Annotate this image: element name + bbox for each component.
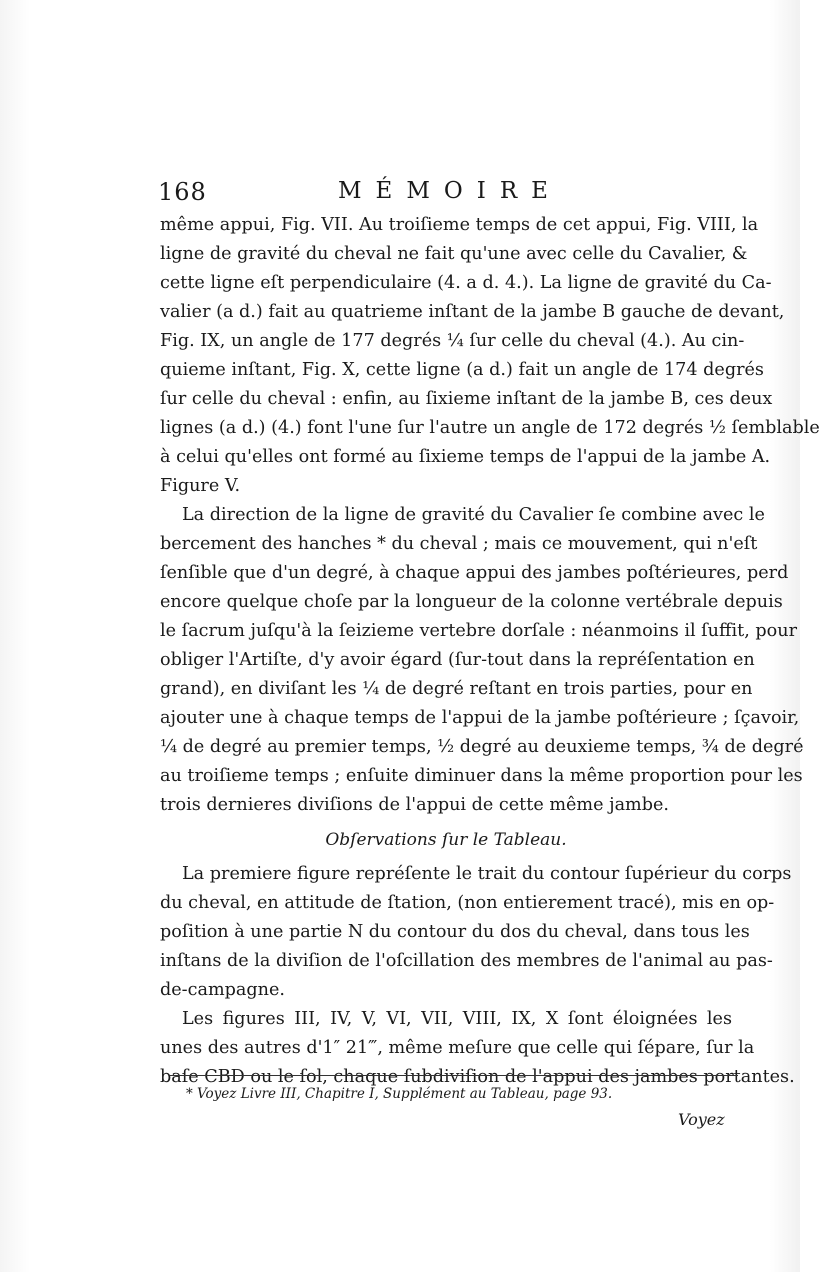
text-line: lignes (a d.) (4.) font l'une ſur l'autre un angle de 172 degrés ½ ſemblable [160, 418, 820, 438]
text-line: La premiere figure repréſente le trait du contour ſupérieur du corps [182, 864, 792, 884]
running-title: MÉMOIRE [338, 178, 562, 204]
text-line: trois dernieres diviſions de l'appui de cette même jambe. [160, 795, 670, 815]
text-line: unes des autres d'1″ 21‴, même meſure que celle qui ſépare, ſur la [160, 1038, 755, 1058]
footnote: * Voyez Livre III, Chapitre I, Supplément au Tableau, page 93. [186, 1086, 613, 1102]
text-line: le ſacrum juſqu'à la ſeizieme vertebre dorſale : néanmoins il ſuffit, pour [160, 621, 797, 641]
page-number: 168 [158, 178, 207, 206]
text-line: bercement des hanches * du cheval ; mais ce mouvement, qui n'eſt [160, 534, 758, 554]
text-line: Fig. IX, un angle de 177 degrés ¼ ſur celle du cheval (4.). Au cin- [160, 331, 745, 351]
text-line: du cheval, en attitude de ſtation, (non entierement tracé), mis en op- [160, 893, 775, 913]
text-line: quieme inſtant, Fig. X, cette ligne (a d.) fait un angle de 174 degrés [160, 360, 764, 380]
text-line: Les figures III, IV, V, VI, VII, VIII, IX, X ſont éloignées les [182, 1009, 732, 1029]
text-line: ligne de gravité du cheval ne fait qu'une avec celle du Cavalier, & [160, 244, 748, 264]
footnote-rule [170, 1075, 738, 1076]
text-line: ſur celle du cheval : enfin, au ſixieme inſtant de la jambe B, ces deux [160, 389, 773, 409]
text-line: ſenſible que d'un degré, à chaque appui des jambes poſtérieures, perd [160, 563, 789, 583]
text-line: Figure V. [160, 476, 241, 496]
text-line: cette ligne eſt perpendiculaire (4. a d. 4.). La ligne de gravité du Ca- [160, 273, 772, 293]
text-line: obliger l'Artiſte, d'y avoir égard (ſur-tout dans la repréſentation en [160, 650, 755, 670]
section-heading: Obſervations ſur le Tableau. [325, 830, 567, 850]
text-line: valier (a d.) fait au quatrieme inſtant de la jambe B gauche de devant, [160, 302, 785, 322]
text-line: au troiſieme temps ; enſuite diminuer dans la même proportion pour les [160, 766, 803, 786]
body-text [160, 211, 820, 1092]
text-line: à celui qu'elles ont formé au ſixieme temps de l'appui de la jambe A. [160, 447, 771, 467]
page-header [158, 176, 738, 212]
text-line: ¼ de degré au premier temps, ½ degré au deuxieme temps, ¾ de degré [160, 737, 804, 757]
text-line: inſtans de la diviſion de l'oſcillation des membres de l'animal au pas- [160, 951, 773, 971]
text-line: ajouter une à chaque temps de l'appui de la jambe poſtérieure ; ſçavoir, [160, 708, 800, 728]
text-line: La direction de la ligne de gravité du Cavalier ſe combine avec le [182, 505, 765, 525]
text-line: baſe CBD ou le ſol, chaque ſubdiviſion de l'appui des jambes portantes. [160, 1067, 795, 1087]
text-line: grand), en diviſant les ¼ de degré reſtant en trois parties, pour en [160, 679, 753, 699]
catchword: Voyez [678, 1110, 725, 1129]
text-line: encore quelque choſe par la longueur de la colonne vertébrale depuis [160, 592, 783, 612]
text-line: poſition à une partie N du contour du dos du cheval, dans tous les [160, 922, 750, 942]
text-line: de-campagne. [160, 980, 285, 1000]
text-line: même appui, Fig. VII. Au troiſieme temps de cet appui, Fig. VIII, la [160, 215, 759, 235]
